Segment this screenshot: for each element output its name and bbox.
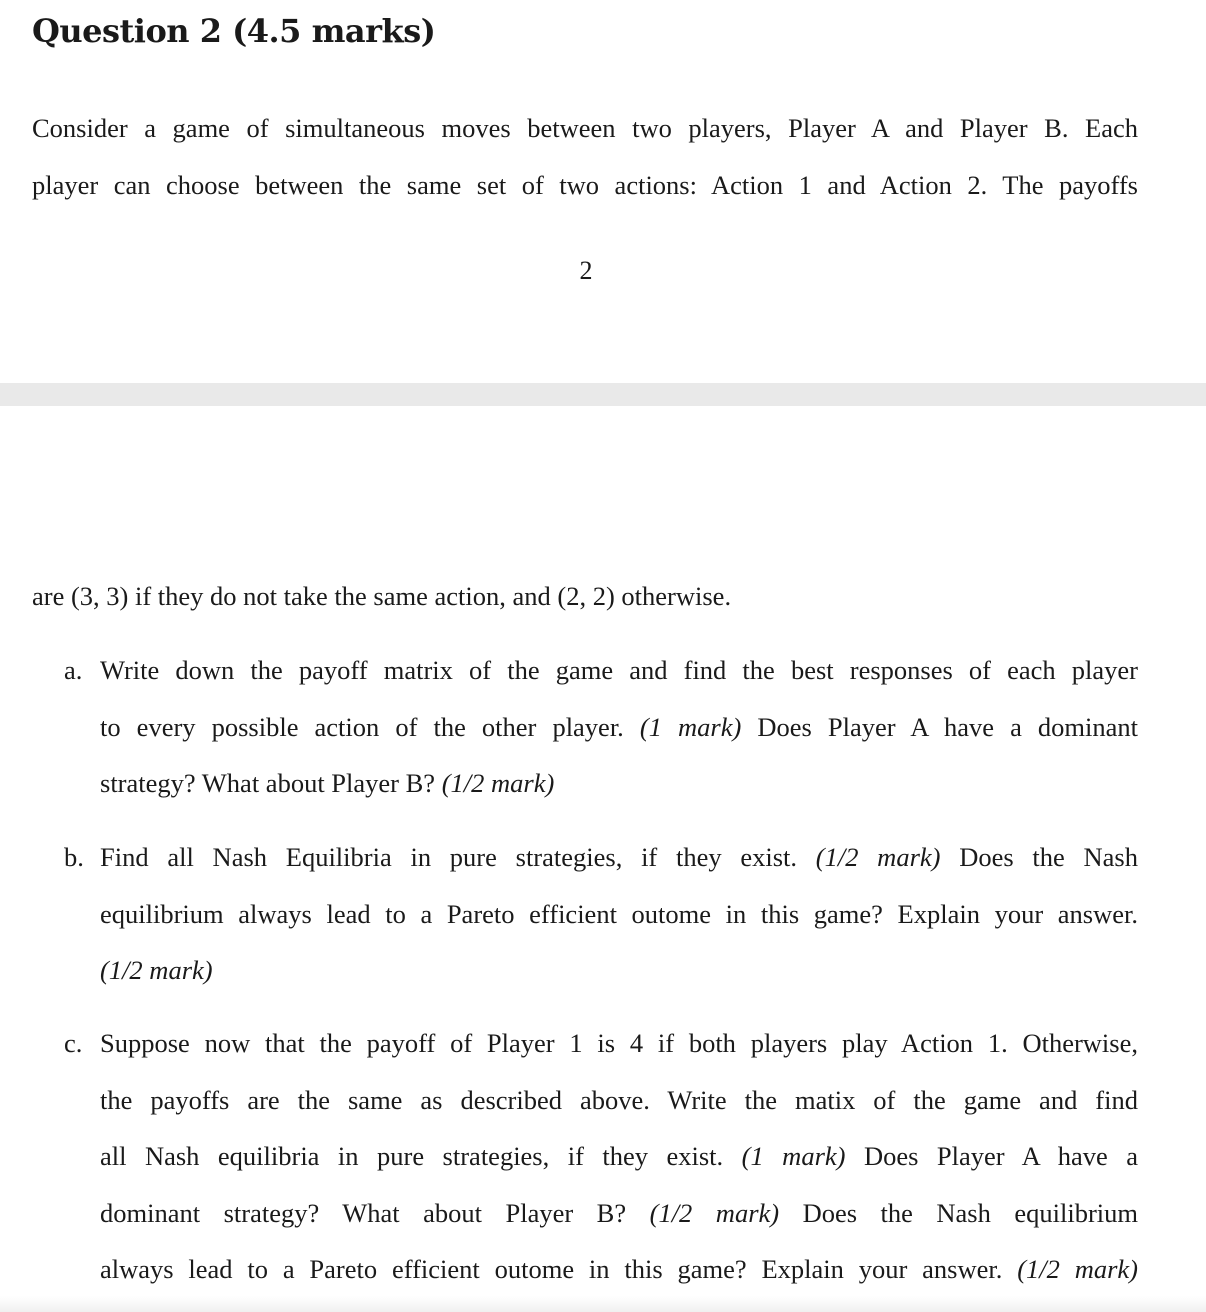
item-a-mark-1: (1 mark): [639, 711, 742, 742]
intro-paragraph: [32, 100, 1138, 213]
item-b-mark-2: (1/2 mark): [100, 955, 213, 985]
item-b-line-3: [100, 942, 1138, 999]
item-b-line-2: equilibrium always lead to a Pareto efficient outome in this game? Explain your answer.: [100, 898, 1138, 929]
item-a-mark-2: (1/2 mark): [441, 768, 555, 798]
item-c-line-3: [100, 1128, 1138, 1185]
item-c-line-4: [100, 1185, 1138, 1242]
intro-line-1: Consider a game of simultaneous moves between two players, Player A and Player B. Each: [32, 113, 1138, 143]
item-c-line-3-rest: Does Player A have a: [863, 1141, 1139, 1171]
item-b-line-1-rest: Does the Nash: [959, 842, 1138, 872]
intro-line-2: player can choose between the same set of two actions: Action 1 and Action 2. The payoffs: [32, 169, 1138, 200]
item-c-mark-1: (1 mark): [741, 1141, 846, 1171]
item-a-line-3-text: strategy? What about Player B?: [100, 768, 436, 798]
list-marker-c: c.: [64, 1028, 83, 1058]
item-c-line-2: the payoffs are the same as described above. Write the matix of the game and find: [100, 1084, 1138, 1115]
item-c-line-5-text: always lead to a Pareto efficient outome in this game? Explain your answer.: [100, 1254, 1003, 1284]
page-top: [0, 0, 1206, 383]
item-c-line-3-text: all Nash equilibria in pure strategies, if they exist.: [100, 1141, 724, 1171]
item-c-line-1: Suppose now that the payoff of Player 1 is 4 if both players play Action 1. Otherwise,: [100, 1028, 1138, 1058]
item-c-line-4-rest: Does the Nash equilibrium: [802, 1197, 1139, 1228]
page-number: 2: [579, 256, 593, 285]
list-item-b-body: [100, 829, 1138, 999]
item-c-line-4-text: dominant strategy? What about Player B?: [100, 1197, 627, 1228]
item-a-line-2-text: to every possible action of the other player.: [100, 711, 624, 742]
question-title: Question 2 (4.5 marks): [32, 12, 436, 50]
item-a-line-2-rest: Does Player A have a dominant: [757, 711, 1138, 742]
item-a-line-3: [100, 755, 1138, 812]
bottom-edge-shadow: [0, 1296, 1206, 1312]
list-item-a-body: [100, 642, 1138, 812]
page-separator: [0, 383, 1206, 406]
list-marker-b: b.: [64, 842, 84, 872]
item-b-mark-1: (1/2 mark): [815, 842, 941, 872]
item-c-line-5: [100, 1241, 1138, 1298]
item-a-line-2: [100, 699, 1138, 756]
intro-line-3: are (3, 3) if they do not take the same action, and (2, 2) otherwise.: [32, 581, 732, 611]
item-c-mark-2: (1/2 mark): [649, 1197, 780, 1228]
item-a-line-1: Write down the payoff matrix of the game and find the best responses of each player: [100, 655, 1138, 685]
intro-continuation: [32, 568, 1138, 625]
list-marker-a: a.: [64, 655, 83, 685]
list-item-c-body: [100, 1015, 1138, 1298]
item-b-line-1-text: Find all Nash Equilibria in pure strategies, if they exist.: [100, 842, 798, 872]
item-c-mark-3: (1/2 mark): [1017, 1254, 1138, 1284]
item-b-line-1: [100, 829, 1138, 886]
